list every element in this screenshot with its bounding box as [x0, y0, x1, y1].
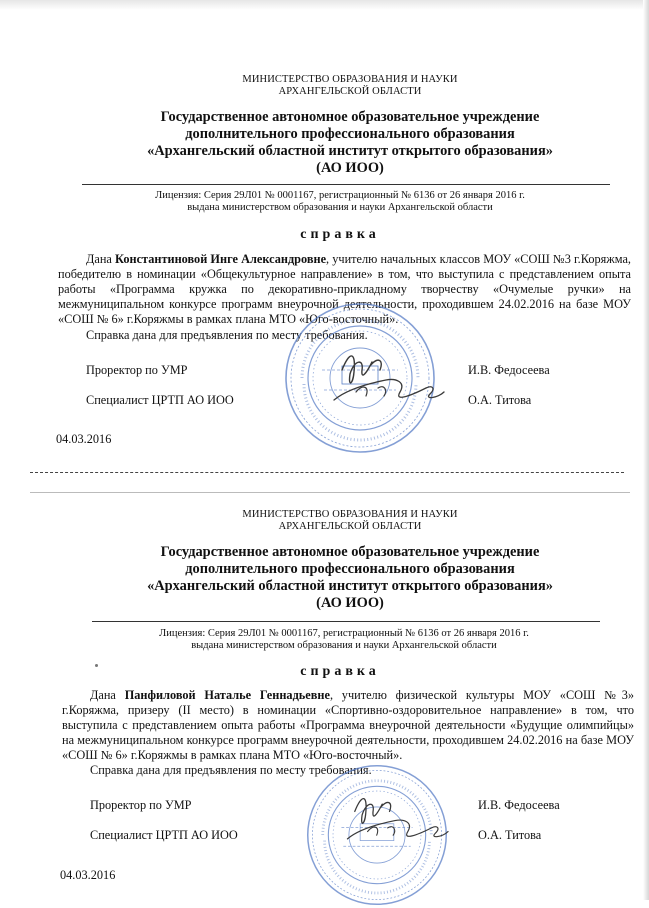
license-block — [64, 628, 624, 652]
signature-fedoseeva-icon — [326, 340, 446, 410]
institution-line-1: Государственное автономное образовательное учреждение — [160, 544, 540, 560]
signer-2-name: О.А. Титова — [468, 393, 532, 407]
document-title: справка — [300, 227, 380, 242]
ministry-header — [140, 509, 560, 533]
issue-date: 04.03.2016 — [56, 432, 112, 446]
signer-2-position: Специалист ЦРТП АО ИОО — [86, 393, 234, 407]
institution-line-4: (АО ИОО) — [316, 160, 384, 176]
body-prefix: Дана — [90, 688, 125, 702]
scan-speck — [95, 664, 98, 667]
body-text: , учителю физической культуры МОУ «СОШ №3» г.Коряжма, призеру (II место) в номинации «Спортивно-оздоровительное направление» в том, что выступила с представлением опыта работы «Программа внеурочной деятельности «Будущие олимпийцы» на межмуниципальном конкурсе программ внеурочной деятельности, проходившем 24.02.2016 на базе МОУ «СОШ № 6» г.Коряжмы в рамках плана МТО «Юго-восточный». — [62, 688, 634, 762]
signer-2-position: Специалист ЦРТП АО ИОО — [90, 828, 238, 842]
ministry-header — [140, 74, 560, 98]
license-block — [60, 190, 620, 214]
license-line-2: выдана министерством образования и науки Архангельской области — [187, 202, 493, 213]
institution-line-1: Государственное автономное образовательное учреждение — [160, 109, 540, 125]
institution-line-4: (АО ИОО) — [316, 595, 384, 611]
recipient-name: Панфиловой Наталье Геннадьевне — [124, 688, 330, 702]
license-line-2: выдана министерством образования и науки Архангельской области — [191, 640, 497, 651]
purpose-line: Справка дана для предъявления по месту требования. — [90, 763, 372, 777]
ministry-line-1: МИНИСТЕРСТВО ОБРАЗОВАНИЯ И НАУКИ — [242, 74, 458, 85]
separator-rule — [30, 492, 630, 493]
cut-line — [30, 472, 624, 473]
certificate-body — [62, 688, 634, 763]
ministry-line-2: АРХАНГЕЛЬСКОЙ ОБЛАСТИ — [278, 86, 422, 97]
recipient-name: Константиновой Инге Александровне — [115, 252, 327, 266]
signer-1-position: Проректор по УМР — [86, 363, 188, 377]
institution-line-3: «Архангельский областной институт открытого образования» — [147, 143, 553, 159]
signer-1-name: И.В. Федосеева — [468, 363, 550, 377]
license-line-1: Лицензия: Серия 29Л01 № 0001167, регистрационный № 6136 от 26 января 2016 г. — [159, 628, 529, 639]
purpose-line: Справка дана для предъявления по месту требования. — [86, 328, 368, 342]
institution-header — [60, 544, 640, 612]
issue-date: 04.03.2016 — [60, 868, 116, 882]
ministry-line-2: АРХАНГЕЛЬСКОЙ ОБЛАСТИ — [278, 521, 422, 532]
signer-1-position: Проректор по УМР — [90, 798, 192, 812]
body-prefix: Дана — [86, 252, 116, 266]
institution-header — [60, 109, 640, 177]
signer-1-name: И.В. Федосеева — [478, 798, 560, 812]
institution-line-3: «Архангельский областной институт открытого образования» — [147, 578, 553, 594]
header-rule — [82, 184, 610, 185]
signature-fedoseeva-icon — [340, 784, 450, 848]
institution-line-2: дополнительного профессионального образования — [185, 561, 515, 577]
ministry-line-1: МИНИСТЕРСТВО ОБРАЗОВАНИЯ И НАУКИ — [242, 509, 458, 520]
body-text: , учителю начальных классов МОУ «СОШ №3 г.Коряжма, победителю в номинации «Общекультурное направление» в том, что выступила с представлением опыта работы «Программа кружка по декоративно-прикладному творчеству «Очумелые ручки» на межмуниципальном конкурсе программ внеурочной деятельности, проходившем 24.02.2016 на базе МОУ «СОШ № 6» г.Коряжмы в рамках плана МТО «Юго-восточный». — [58, 252, 632, 326]
document-title: справка — [300, 664, 380, 679]
signer-2-name: О.А. Титова — [478, 828, 542, 842]
certificate-2 — [0, 478, 649, 900]
license-line-1: Лицензия: Серия 29Л01 № 0001167, регистрационный № 6136 от 26 января 2016 г. — [155, 190, 525, 201]
header-rule — [92, 621, 600, 622]
institution-line-2: дополнительного профессионального образования — [185, 126, 515, 142]
